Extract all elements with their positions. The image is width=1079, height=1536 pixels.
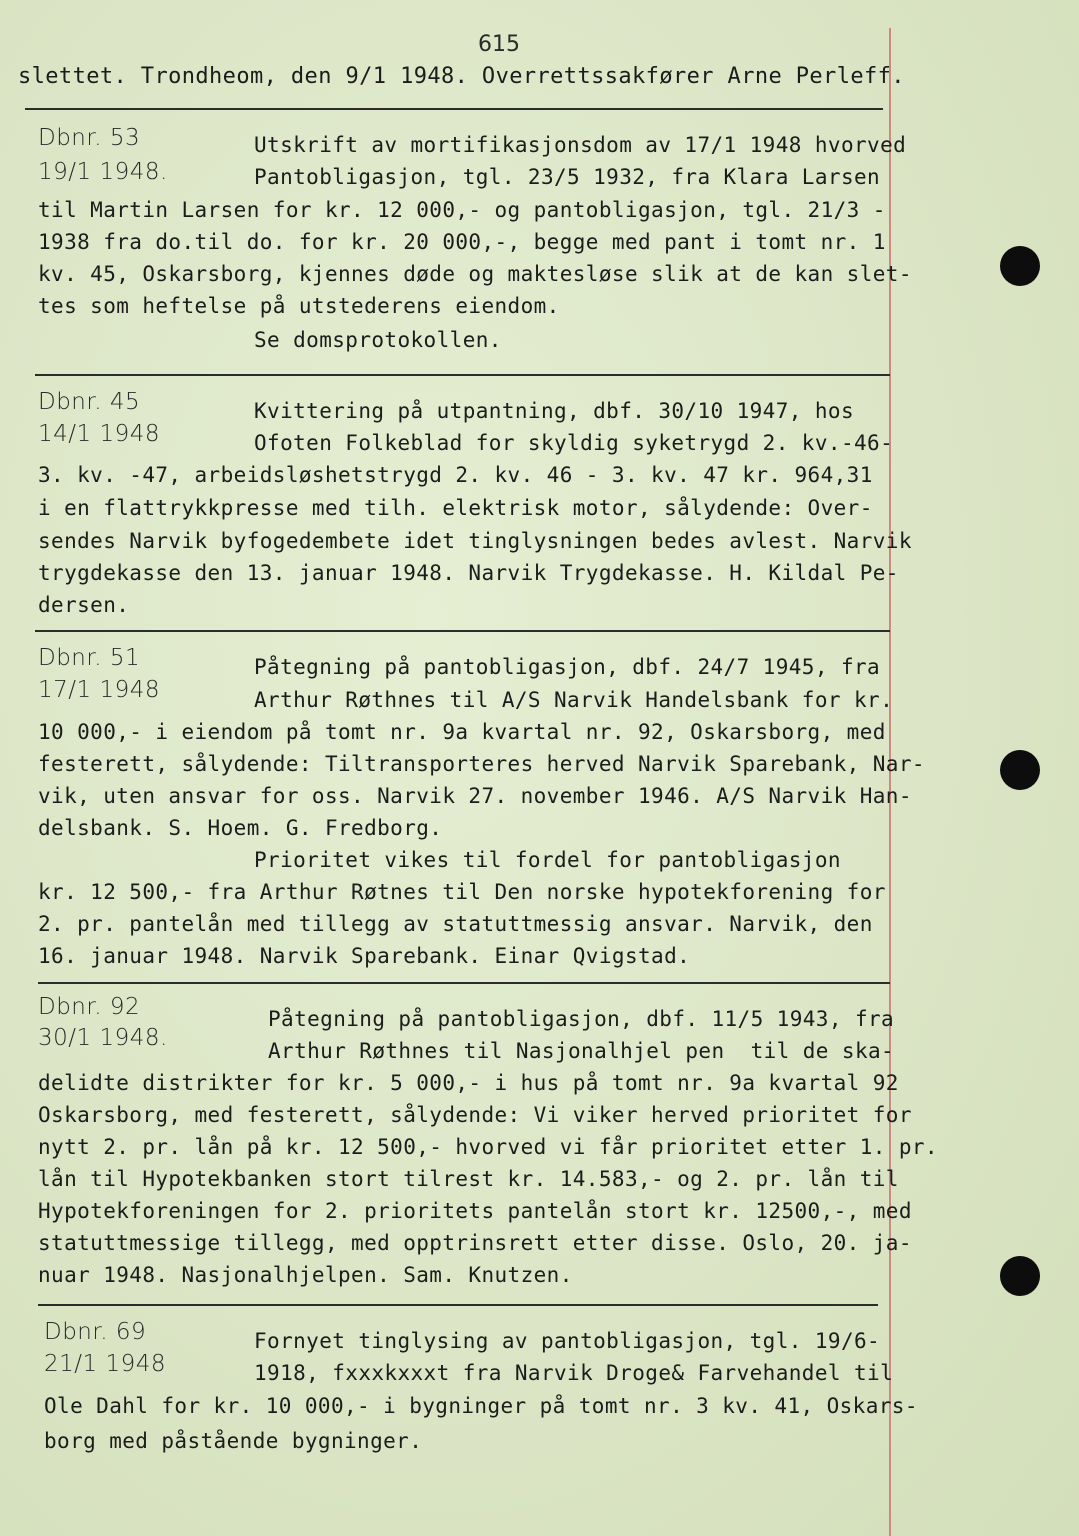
divider xyxy=(35,374,890,376)
entry-dbnr: Dbnr. 45 xyxy=(38,389,141,415)
entry-text-line: delsbank. S. Hoem. G. Fredborg. xyxy=(38,816,443,840)
entry-text-line: Ole Dahl for kr. 10 000,- i bygninger på tomt nr. 3 kv. 41, Oskars- xyxy=(44,1394,918,1418)
divider xyxy=(35,630,890,632)
margin-rule xyxy=(889,28,891,1536)
entry-text-line: statuttmessige tillegg, med opptrinsrett etter disse. Oslo, 20. ja- xyxy=(38,1231,912,1255)
entry-text-line: trygdekasse den 13. januar 1948. Narvik Trygdekasse. H. Kildal Pe- xyxy=(38,561,899,585)
entry-text-line: Påtegning på pantobligasjon, dbf. 11/5 1943, fra xyxy=(268,1007,895,1031)
entry-text-line: 3. kv. -47, arbeidsløshetstrygd 2. kv. 46 - 3. kv. 47 kr. 964,31 xyxy=(38,463,873,487)
entry-text-line: 1918, fxxxkxxxt fra Narvik Droge& Farvehandel til xyxy=(254,1361,894,1385)
entry-text-line: festerett, sålydende: Tiltransporteres herved Narvik Sparebank, Nar- xyxy=(38,752,925,776)
entry-date: 30/1 1948. xyxy=(38,1025,168,1051)
entry-text-line: i en flattrykkpresse med tilh. elektrisk motor, sålydende: Over- xyxy=(38,496,873,520)
entry-text-line: delidte distrikter for kr. 5 000,- i hus på tomt nr. 9a kvartal 92 xyxy=(38,1071,899,1095)
entry-text-line: Arthur Røthnes til A/S Narvik Handelsbank for kr. xyxy=(254,688,894,712)
entry-text-line: Arthur Røthnes til Nasjonalhjel pen til de ska- xyxy=(268,1039,895,1063)
divider xyxy=(38,1304,878,1306)
entry-text-line: 16. januar 1948. Narvik Sparebank. Einar Qvigstad. xyxy=(38,944,691,968)
entry-text-line: 1938 fra do.til do. for kr. 20 000,-, begge med pant i tomt nr. 1 xyxy=(38,230,886,254)
entry-text-line: nuar 1948. Nasjonalhjelpen. Sam. Knutzen. xyxy=(38,1263,573,1287)
entry-text-line: Ofoten Folkeblad for skyldig syketrygd 2. kv.-46- xyxy=(254,431,894,455)
entry-text-line: Påtegning på pantobligasjon, dbf. 24/7 1945, fra xyxy=(254,655,881,679)
entry-text-line: Utskrift av mortifikasjonsdom av 17/1 1948 hvorved xyxy=(254,133,907,157)
binder-hole xyxy=(1000,750,1040,790)
entry-text-line: lån til Hypotekbanken stort tilrest kr. 14.583,- og 2. pr. lån til xyxy=(38,1167,899,1191)
entry-text-line: Se domsprotokollen. xyxy=(254,328,502,352)
entry-text-line: 2. pr. pantelån med tillegg av statuttmessig ansvar. Narvik, den xyxy=(38,912,873,936)
entry-dbnr: Dbnr. 53 xyxy=(38,125,141,151)
entry-text-line: kr. 12 500,- fra Arthur Røtnes til Den norske hypotekforening for xyxy=(38,880,886,904)
entry-text-line: dersen. xyxy=(38,593,130,617)
entry-text-line: Kvittering på utpantning, dbf. 30/10 1947, hos xyxy=(254,399,854,423)
entry-text-line: nytt 2. pr. lån på kr. 12 500,- hvorved vi får prioritet etter 1. pr. xyxy=(38,1135,938,1159)
entry-text-line: Fornyet tinglysing av pantobligasjon, tgl. 19/6- xyxy=(254,1329,881,1353)
header-line: slettet. Trondheom, den 9/1 1948. Overrettssakfører Arne Perleff. xyxy=(18,64,905,89)
entry-text-line: til Martin Larsen for kr. 12 000,- og pantobligasjon, tgl. 21/3 - xyxy=(38,198,886,222)
entry-text-line: borg med påstående bygninger. xyxy=(44,1429,423,1453)
entry-text-line: Prioritet vikes til fordel for pantobligasjon xyxy=(254,848,841,872)
binder-hole xyxy=(1000,1256,1040,1296)
entry-text-line: kv. 45, Oskarsborg, kjennes døde og maktesløse slik at de kan slet- xyxy=(38,262,912,286)
entry-text-line: sendes Narvik byfogedembete idet tinglysningen bedes avlest. Narvik xyxy=(38,529,912,553)
entry-dbnr: Dbnr. 69 xyxy=(44,1319,147,1345)
entry-dbnr: Dbnr. 51 xyxy=(38,645,141,671)
divider xyxy=(25,108,883,110)
entry-dbnr: Dbnr. 92 xyxy=(38,994,141,1020)
entry-date: 19/1 1948. xyxy=(38,159,168,185)
entry-text-line: Pantobligasjon, tgl. 23/5 1932, fra Klara Larsen xyxy=(254,165,881,189)
entry-date: 17/1 1948 xyxy=(38,677,160,703)
entry-text-line: tes som heftelse på utstederens eiendom. xyxy=(38,294,560,318)
entry-text-line: Oskarsborg, med festerett, sålydende: Vi viker herved prioritet for xyxy=(38,1103,912,1127)
page-number: 615 xyxy=(478,32,520,57)
divider xyxy=(38,982,890,984)
binder-hole xyxy=(1000,246,1040,286)
entry-text-line: vik, uten ansvar for oss. Narvik 27. november 1946. A/S Narvik Han- xyxy=(38,784,912,808)
entry-text-line: 10 000,- i eiendom på tomt nr. 9a kvartal nr. 92, Oskarsborg, med xyxy=(38,720,886,744)
entry-date: 21/1 1948 xyxy=(44,1351,166,1377)
entry-text-line: Hypotekforeningen for 2. prioritets pantelån stort kr. 12500,-, med xyxy=(38,1199,912,1223)
entry-date: 14/1 1948 xyxy=(38,421,160,447)
